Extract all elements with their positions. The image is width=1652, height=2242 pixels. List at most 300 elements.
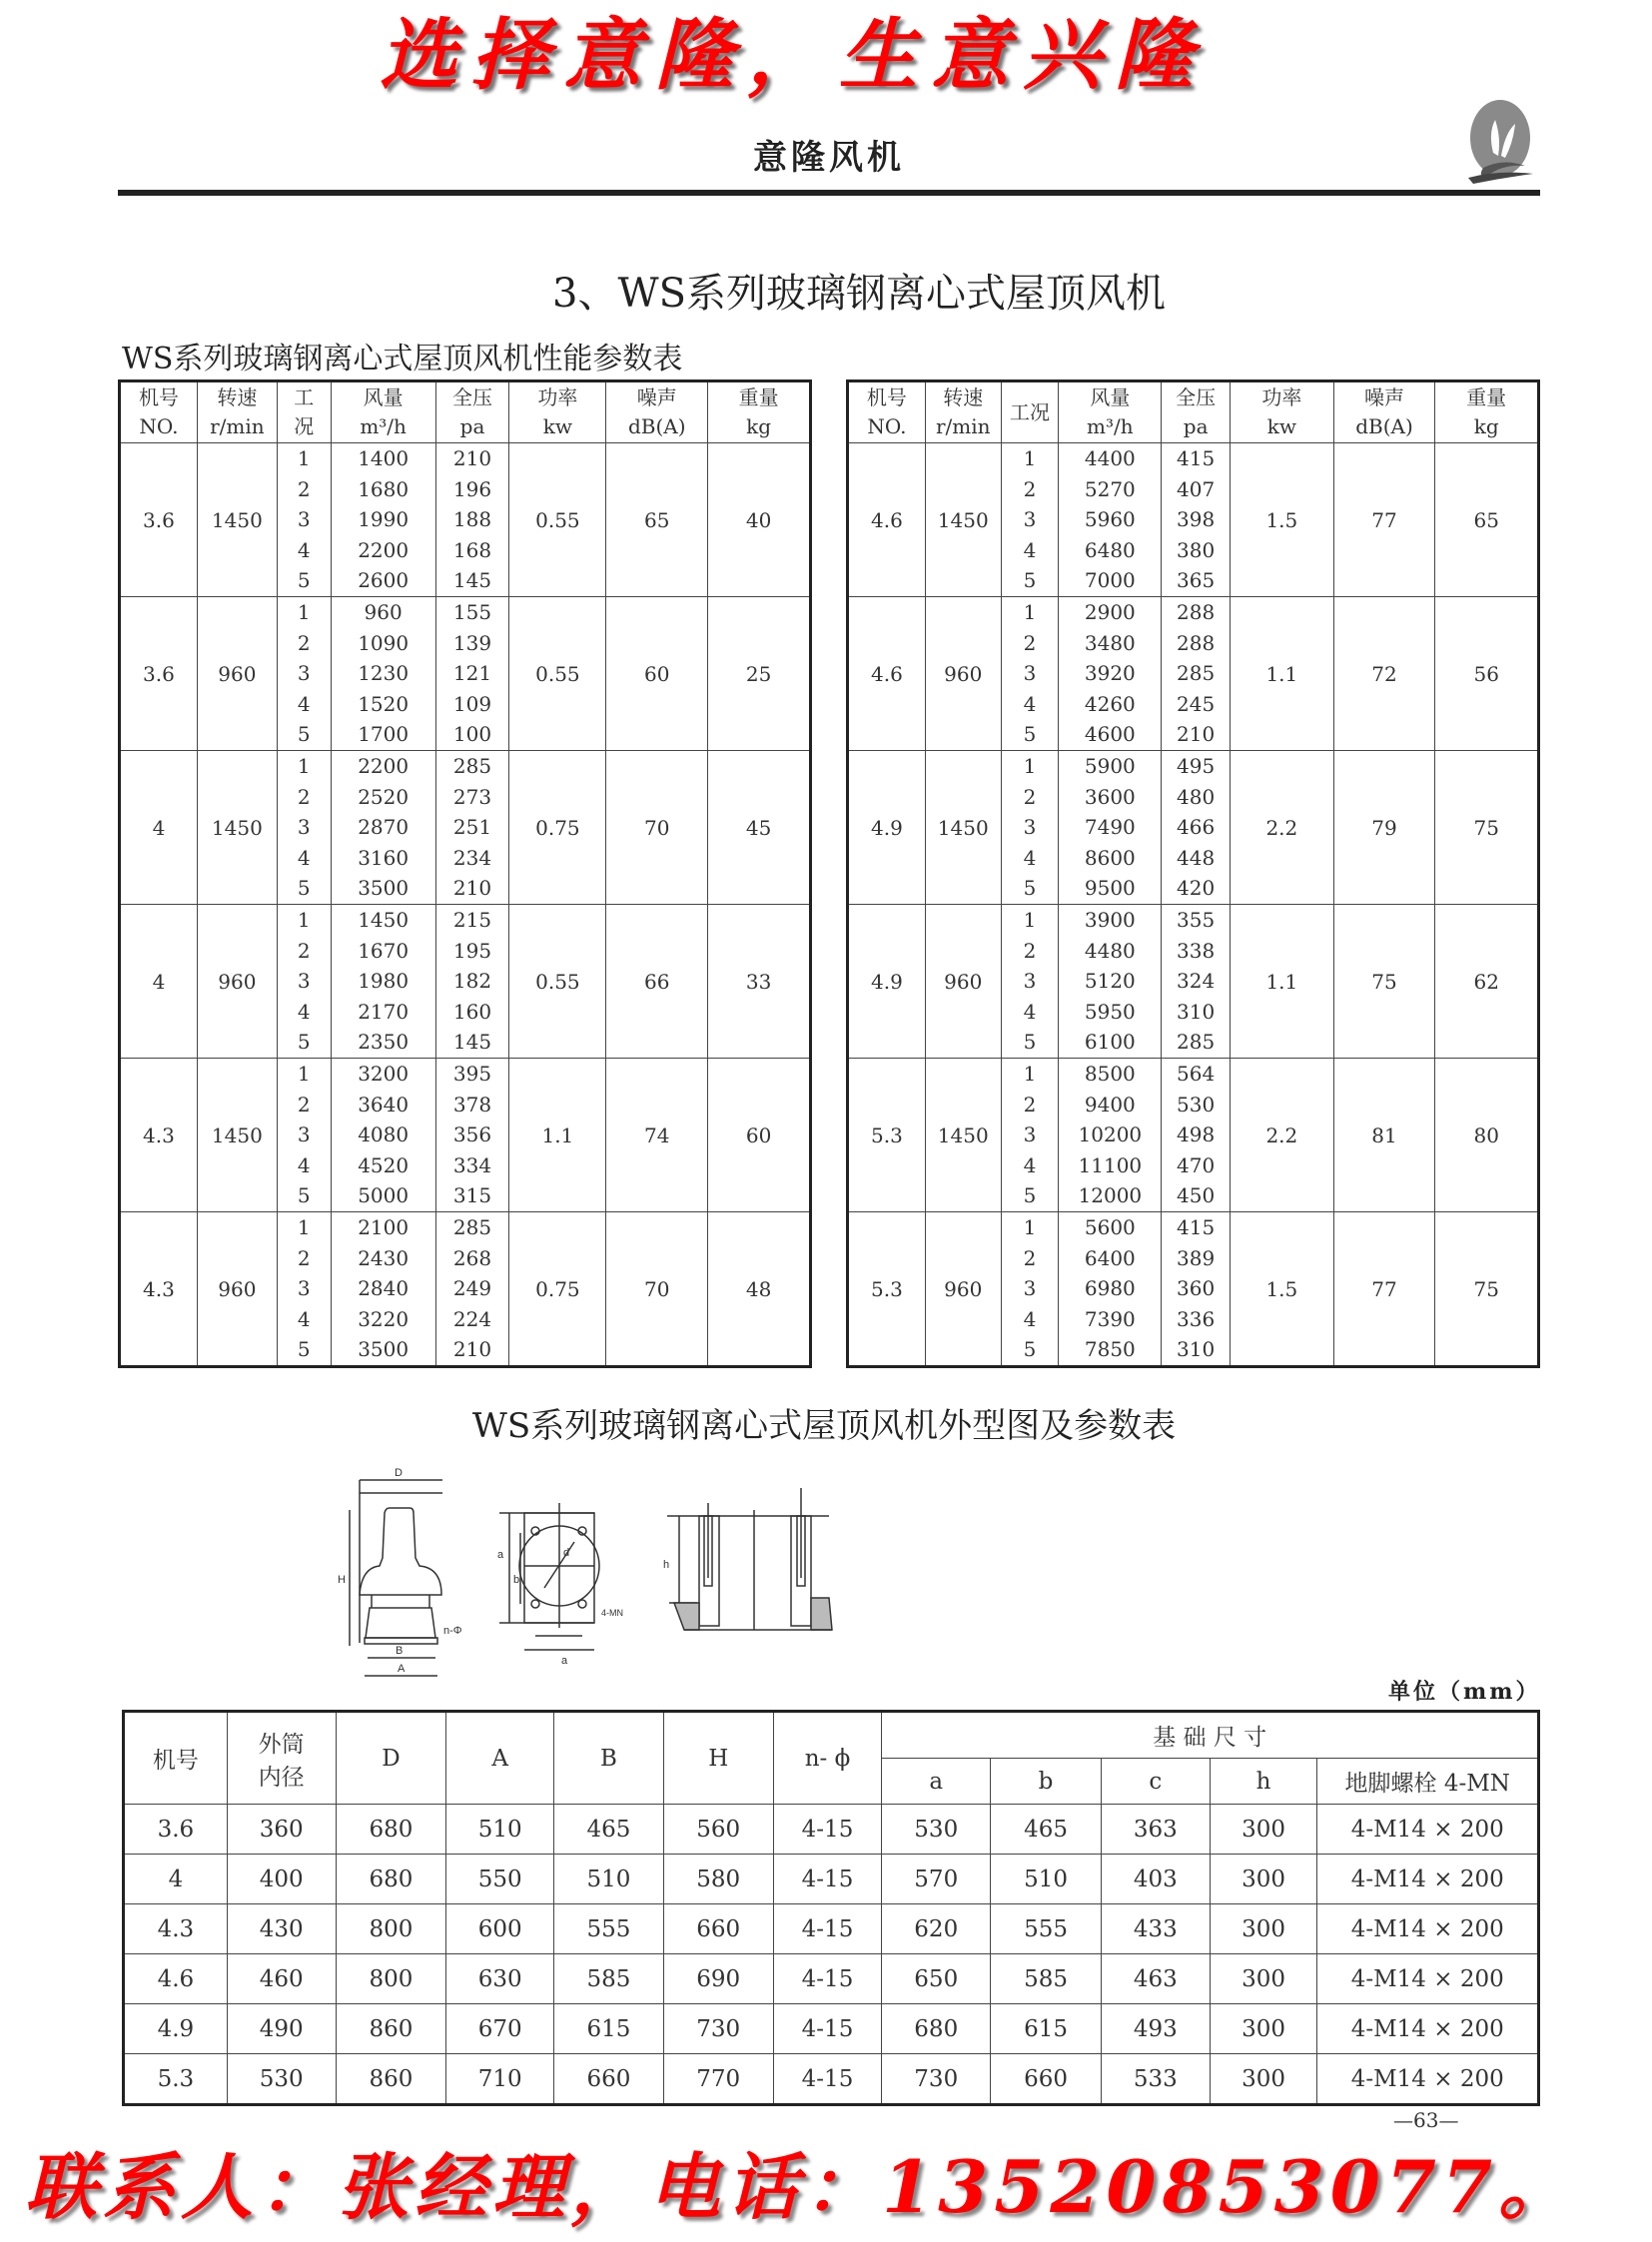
cell-value: 310 <box>1177 999 1216 1024</box>
column-header-line: NO. <box>139 414 179 438</box>
cell-value: 224 <box>452 1306 492 1331</box>
header-outer-diameter <box>227 1712 336 1805</box>
cell-value: 5 <box>297 568 311 593</box>
column-header-line: dB(A) <box>1355 414 1413 438</box>
cell: 580 <box>663 1855 773 1904</box>
column-header <box>1231 381 1334 443</box>
cell-cond <box>277 597 331 751</box>
cell-value: 2350 <box>358 1030 410 1055</box>
table-row-group <box>848 905 1539 1059</box>
cell-value: 3 <box>297 507 311 532</box>
cell-noise: 79 <box>1333 751 1435 905</box>
cell-pressure <box>435 905 509 1059</box>
cell-value: 12000 <box>1078 1183 1143 1208</box>
cell-no: 3.6 <box>120 597 198 751</box>
column-header-line: 噪声 <box>636 385 677 409</box>
cell-value: 3640 <box>358 1092 410 1117</box>
cell-value: 245 <box>1177 691 1216 716</box>
contact-banner: 联系人：张经理，电话：13520853077。 <box>25 2144 1577 2229</box>
cell-value: 268 <box>452 1245 492 1270</box>
cell-noise: 70 <box>606 1212 708 1367</box>
label-a-vertical: a <box>497 1549 504 1561</box>
cell-value: 5270 <box>1084 476 1136 501</box>
cell-cond <box>1001 597 1059 751</box>
performance-table-left <box>118 379 812 1368</box>
table-row <box>124 2054 1539 2105</box>
cell-pressure <box>1162 1212 1231 1367</box>
cell-value: 285 <box>1177 661 1216 686</box>
table-row-group <box>848 443 1539 597</box>
header-b: b <box>991 1759 1102 1805</box>
cell-value: 1 <box>297 446 311 471</box>
cell-no: 4.6 <box>848 443 926 597</box>
cell: 770 <box>663 2054 773 2105</box>
cell-cond <box>1001 1212 1059 1367</box>
cell-weight: 75 <box>1435 1212 1539 1367</box>
cell-value: 5950 <box>1084 999 1136 1024</box>
column-header <box>435 381 509 443</box>
cell: 4-M14 × 200 <box>1317 1805 1539 1855</box>
cell: 363 <box>1101 1805 1210 1855</box>
header-B: B <box>554 1712 664 1805</box>
column-header <box>848 381 926 443</box>
cell-value: 4 <box>1023 691 1037 716</box>
base-plan-diagram <box>497 1503 623 1667</box>
cell: 430 <box>227 1904 336 1954</box>
cell-no: 5.3 <box>848 1059 926 1212</box>
cell-value: 7000 <box>1084 568 1136 593</box>
cell-value: 448 <box>1177 845 1216 870</box>
cell: 4.9 <box>124 2004 228 2054</box>
column-header-line: 全压 <box>1176 385 1217 409</box>
cell-value: 3 <box>297 1276 311 1301</box>
cell-value: 11100 <box>1078 1152 1143 1177</box>
cell-noise: 65 <box>606 443 708 597</box>
column-header-line: 机号 <box>138 385 179 409</box>
cell: 433 <box>1101 1904 1210 1954</box>
cell-value: 4 <box>297 1306 311 1331</box>
cell-pressure <box>1162 905 1231 1059</box>
cell: 730 <box>663 2004 773 2054</box>
cell-pressure <box>1162 1059 1231 1212</box>
cell-pressure <box>1162 751 1231 905</box>
cell-value: 1 <box>297 600 311 625</box>
cell-no: 4.9 <box>848 751 926 905</box>
cell-rpm: 960 <box>925 597 1001 751</box>
cell-value: 2 <box>1023 476 1037 501</box>
label-A: A <box>398 1663 406 1675</box>
cell-value: 356 <box>452 1122 492 1147</box>
cell-value: 2 <box>297 784 311 809</box>
label-b-vertical: b <box>513 1574 520 1586</box>
cell: 510 <box>991 1855 1102 1904</box>
cell-value: 1 <box>1023 1062 1037 1087</box>
column-header <box>509 381 606 443</box>
table-row-group <box>848 1212 1539 1367</box>
cell: 680 <box>882 2004 991 2054</box>
cell-value: 4 <box>1023 1152 1037 1177</box>
cell-value: 273 <box>452 784 492 809</box>
table-row <box>124 1855 1539 1904</box>
cell-value: 4600 <box>1084 722 1136 747</box>
cell-flow <box>1059 1059 1162 1212</box>
cell-value: 960 <box>364 600 403 625</box>
cell-value: 3 <box>1023 1276 1037 1301</box>
column-header <box>277 381 331 443</box>
cell-noise: 66 <box>606 905 708 1059</box>
cell-power: 0.75 <box>509 751 606 905</box>
cell-value: 4 <box>297 537 311 562</box>
cell-value: 155 <box>452 600 492 625</box>
cell-value: 5 <box>297 722 311 747</box>
foundation-section-diagram <box>663 1488 832 1630</box>
cell-flow <box>1059 1212 1162 1367</box>
header-h: h <box>1210 1759 1317 1805</box>
cell: 4-15 <box>773 2054 882 2105</box>
cell: 530 <box>882 1805 991 1855</box>
table-row-group <box>848 1059 1539 1212</box>
header-a: a <box>882 1759 991 1805</box>
cell-value: 8600 <box>1084 845 1136 870</box>
cell-value: 8500 <box>1084 1062 1136 1087</box>
cell-value: 2170 <box>358 999 410 1024</box>
cell-value: 160 <box>452 999 492 1024</box>
cell: 560 <box>663 1805 773 1855</box>
cell-value: 210 <box>1177 722 1216 747</box>
cell-power: 1.1 <box>1231 597 1334 751</box>
table-row <box>124 2004 1539 2054</box>
column-header-line: 噪声 <box>1364 385 1405 409</box>
cell: 493 <box>1101 2004 1210 2054</box>
table-row-group <box>120 751 811 905</box>
cell-flow <box>331 1212 435 1367</box>
cell-noise: 75 <box>1333 905 1435 1059</box>
cell-value: 3500 <box>358 876 410 901</box>
cell-value: 395 <box>452 1062 492 1087</box>
label-n-phi: n-Φ <box>443 1625 462 1637</box>
cell-power: 1.5 <box>1231 443 1334 597</box>
cell-value: 2 <box>297 476 311 501</box>
header-n-phi: n- ϕ <box>773 1712 882 1805</box>
cell-value: 3 <box>1023 815 1037 840</box>
cell-weight: 62 <box>1435 905 1539 1059</box>
cell-no: 3.6 <box>120 443 198 597</box>
cell-value: 2 <box>1023 938 1037 963</box>
performance-table-right <box>846 379 1540 1368</box>
cell-value: 5 <box>1023 568 1037 593</box>
cell-power: 0.55 <box>509 905 606 1059</box>
cell-value: 470 <box>1177 1152 1216 1177</box>
column-header <box>1001 381 1059 443</box>
cell: 300 <box>1210 1904 1317 1954</box>
column-header <box>1435 381 1539 443</box>
table-row-group <box>120 1059 811 1212</box>
header-rule <box>118 190 1540 196</box>
cell-no: 4 <box>120 905 198 1059</box>
column-header <box>120 381 198 443</box>
cell-rpm: 960 <box>925 905 1001 1059</box>
column-header-line: kw <box>1266 414 1296 438</box>
cell-value: 145 <box>452 568 492 593</box>
cell-value: 5 <box>1023 1183 1037 1208</box>
cell-value: 5 <box>1023 1030 1037 1055</box>
column-header-line: r/min <box>210 414 265 438</box>
cell-pressure <box>435 751 509 905</box>
cell-value: 3160 <box>358 845 410 870</box>
cell-cond <box>1001 1059 1059 1212</box>
cell: 710 <box>446 2054 554 2105</box>
column-header-line: m³/h <box>1087 414 1134 438</box>
cell: 4-M14 × 200 <box>1317 1855 1539 1904</box>
header-A: A <box>446 1712 554 1805</box>
cell-noise: 60 <box>606 597 708 751</box>
label-d: d <box>563 1547 570 1559</box>
label-H: H <box>338 1574 346 1586</box>
cell-value: 3 <box>297 661 311 686</box>
cell-value: 9400 <box>1084 1092 1136 1117</box>
cell-value: 1 <box>297 754 311 779</box>
cell: 403 <box>1101 1855 1210 1904</box>
cell-noise: 72 <box>1333 597 1435 751</box>
cell-value: 415 <box>1177 1215 1216 1240</box>
cell-value: 5 <box>1023 1337 1037 1362</box>
cell: 4-M14 × 200 <box>1317 1954 1539 2004</box>
header-foundation: 基 础 尺 寸 <box>882 1712 1539 1759</box>
column-header <box>1162 381 1231 443</box>
cell-value: 1450 <box>358 908 410 933</box>
cell-value: 5 <box>297 1183 311 1208</box>
cell-value: 7390 <box>1084 1306 1136 1331</box>
cell: 690 <box>663 1954 773 2004</box>
page-number: —63— <box>1393 2108 1459 2132</box>
cell-pressure <box>435 443 509 597</box>
cell-value: 564 <box>1177 1062 1216 1087</box>
cell-value: 498 <box>1177 1122 1216 1147</box>
cell-value: 4 <box>297 999 311 1024</box>
dimensions-title: WS系列玻璃钢离心式屋顶风机外型图及参数表 <box>471 1406 1177 1446</box>
cell-value: 210 <box>452 446 492 471</box>
cell-noise: 81 <box>1333 1059 1435 1212</box>
cell-power: 1.1 <box>509 1059 606 1212</box>
cell-power: 1.5 <box>1231 1212 1334 1367</box>
cell-value: 3480 <box>1084 630 1136 655</box>
column-header-line: 功率 <box>1261 385 1302 409</box>
cell-value: 1 <box>297 1215 311 1240</box>
cell: 630 <box>446 1954 554 2004</box>
cell-cond <box>277 905 331 1059</box>
cell-cond <box>1001 905 1059 1059</box>
cell-value: 215 <box>452 908 492 933</box>
column-header-line: r/min <box>935 414 991 438</box>
cell-value: 2200 <box>358 537 410 562</box>
label-a-horizontal: a <box>561 1655 568 1667</box>
cell-value: 5 <box>1023 876 1037 901</box>
cell-value: 336 <box>1177 1306 1216 1331</box>
cell: 585 <box>991 1954 1102 2004</box>
header-no: 机号 <box>124 1712 228 1805</box>
label-h: h <box>663 1559 670 1571</box>
slogan-banner: 选择意隆，生意兴隆 <box>380 10 1208 101</box>
cell-value: 407 <box>1177 476 1216 501</box>
cell: 400 <box>227 1855 336 1904</box>
cell-value: 3 <box>1023 661 1037 686</box>
cell-value: 334 <box>452 1152 492 1177</box>
cell-value: 389 <box>1177 1245 1216 1270</box>
cell-value: 3 <box>1023 507 1037 532</box>
cell: 600 <box>446 1904 554 1954</box>
cell: 360 <box>227 1805 336 1855</box>
cell-rpm: 1450 <box>197 443 277 597</box>
cell-rpm: 960 <box>197 905 277 1059</box>
cell: 4.6 <box>124 1954 228 2004</box>
cell-value: 5000 <box>358 1183 410 1208</box>
cell-value: 210 <box>452 1337 492 1362</box>
cell-value: 3 <box>297 1122 311 1147</box>
cell-flow <box>1059 751 1162 905</box>
cell-value: 4400 <box>1084 446 1136 471</box>
cell: 460 <box>227 1954 336 2004</box>
cell-value: 5900 <box>1084 754 1136 779</box>
cell: 465 <box>991 1805 1102 1855</box>
cell-value: 9500 <box>1084 876 1136 901</box>
cell-power: 1.1 <box>1231 905 1334 1059</box>
cell-value: 2520 <box>358 784 410 809</box>
side-view-diagram <box>338 1467 462 1676</box>
cell-cond <box>277 443 331 597</box>
cell-value: 1 <box>297 908 311 933</box>
cell-value: 3900 <box>1084 908 1136 933</box>
header-H: H <box>663 1712 773 1805</box>
cell: 570 <box>882 1855 991 1904</box>
cell: 585 <box>554 1954 664 2004</box>
column-header <box>925 381 1001 443</box>
cell-cond <box>277 1212 331 1367</box>
cell-value: 6400 <box>1084 1245 1136 1270</box>
cell-value: 4 <box>1023 1306 1037 1331</box>
cell: 510 <box>554 1855 664 1904</box>
cell-value: 145 <box>452 1030 492 1055</box>
cell-value: 3600 <box>1084 784 1136 809</box>
cell-cond <box>277 751 331 905</box>
cell-flow <box>331 443 435 597</box>
cell-value: 1230 <box>358 661 410 686</box>
column-header-line: pa <box>459 414 485 438</box>
cell-value: 4480 <box>1084 938 1136 963</box>
cell-value: 1 <box>1023 908 1037 933</box>
cell-value: 4520 <box>358 1152 410 1177</box>
cell-cond <box>277 1059 331 1212</box>
cell: 620 <box>882 1904 991 1954</box>
cell: 4-M14 × 200 <box>1317 2004 1539 2054</box>
column-header-line: 况 <box>294 414 315 438</box>
cell-value: 2 <box>1023 630 1037 655</box>
cell-value: 188 <box>452 507 492 532</box>
cell-pressure <box>435 597 509 751</box>
column-header-line: kg <box>746 414 772 438</box>
cell-value: 3200 <box>358 1062 410 1087</box>
cell-rpm: 1450 <box>197 1059 277 1212</box>
cell-value: 121 <box>452 661 492 686</box>
cell: 490 <box>227 2004 336 2054</box>
cell-value: 109 <box>452 691 492 716</box>
cell-no: 4.6 <box>848 597 926 751</box>
cell-weight: 80 <box>1435 1059 1539 1212</box>
cell-value: 1 <box>297 1062 311 1087</box>
cell-value: 285 <box>452 754 492 779</box>
cell: 680 <box>336 1805 446 1855</box>
cell: 860 <box>336 2054 446 2105</box>
cell-no: 4.3 <box>120 1212 198 1367</box>
cell-weight: 25 <box>708 597 811 751</box>
cell-flow <box>1059 597 1162 751</box>
cell: 615 <box>554 2004 664 2054</box>
unit-label: 单位（mm） <box>1388 1679 1541 1705</box>
dimensions-table <box>122 1710 1540 2106</box>
label-D: D <box>395 1467 403 1479</box>
cell-value: 285 <box>452 1215 492 1240</box>
cell-value: 3 <box>1023 969 1037 994</box>
column-header <box>197 381 277 443</box>
cell-value: 2 <box>1023 1092 1037 1117</box>
cell-value: 495 <box>1177 754 1216 779</box>
cell: 800 <box>336 1954 446 2004</box>
column-header <box>331 381 435 443</box>
cell-value: 2 <box>1023 784 1037 809</box>
cell-value: 1670 <box>358 938 410 963</box>
cell-rpm: 960 <box>197 1212 277 1367</box>
cell-power: 0.55 <box>509 597 606 751</box>
cell: 800 <box>336 1904 446 1954</box>
cell-weight: 40 <box>708 443 811 597</box>
cell-value: 2 <box>297 1245 311 1270</box>
cell-value: 2870 <box>358 815 410 840</box>
cell-value: 1980 <box>358 969 410 994</box>
header-outer-line1: 外筒 <box>258 1731 305 1758</box>
cell-rpm: 1450 <box>925 751 1001 905</box>
cell-no: 5.3 <box>848 1212 926 1367</box>
cell-noise: 74 <box>606 1059 708 1212</box>
table-row-group <box>120 443 811 597</box>
column-header-line: NO. <box>867 414 907 438</box>
cell-value: 2 <box>297 630 311 655</box>
cell-value: 1680 <box>358 476 410 501</box>
cell-value: 4 <box>297 845 311 870</box>
perf-table-caption: WS系列玻璃钢离心式屋顶风机性能参数表 <box>122 342 683 376</box>
cell: 4-15 <box>773 1954 882 2004</box>
cell: 5.3 <box>124 2054 228 2105</box>
label-B: B <box>396 1645 404 1657</box>
cell-value: 1400 <box>358 446 410 471</box>
cell-value: 3 <box>1023 1122 1037 1147</box>
header-c: c <box>1101 1759 1210 1805</box>
cell-value: 338 <box>1177 938 1216 963</box>
brand-name: 意隆风机 <box>753 138 905 178</box>
cell: 670 <box>446 2004 554 2054</box>
cell-power: 0.55 <box>509 443 606 597</box>
cell-power: 2.2 <box>1231 751 1334 905</box>
cell-value: 182 <box>452 969 492 994</box>
cell: 533 <box>1101 2054 1210 2105</box>
cell-value: 324 <box>1177 969 1216 994</box>
cell-value: 2 <box>1023 1245 1037 1270</box>
cell-value: 6480 <box>1084 537 1136 562</box>
cell-cond <box>1001 443 1059 597</box>
cell-value: 100 <box>452 722 492 747</box>
cell-value: 285 <box>1177 1030 1216 1055</box>
cell-value: 3 <box>297 815 311 840</box>
cell-value: 1700 <box>358 722 410 747</box>
cell: 4-15 <box>773 1904 882 1954</box>
